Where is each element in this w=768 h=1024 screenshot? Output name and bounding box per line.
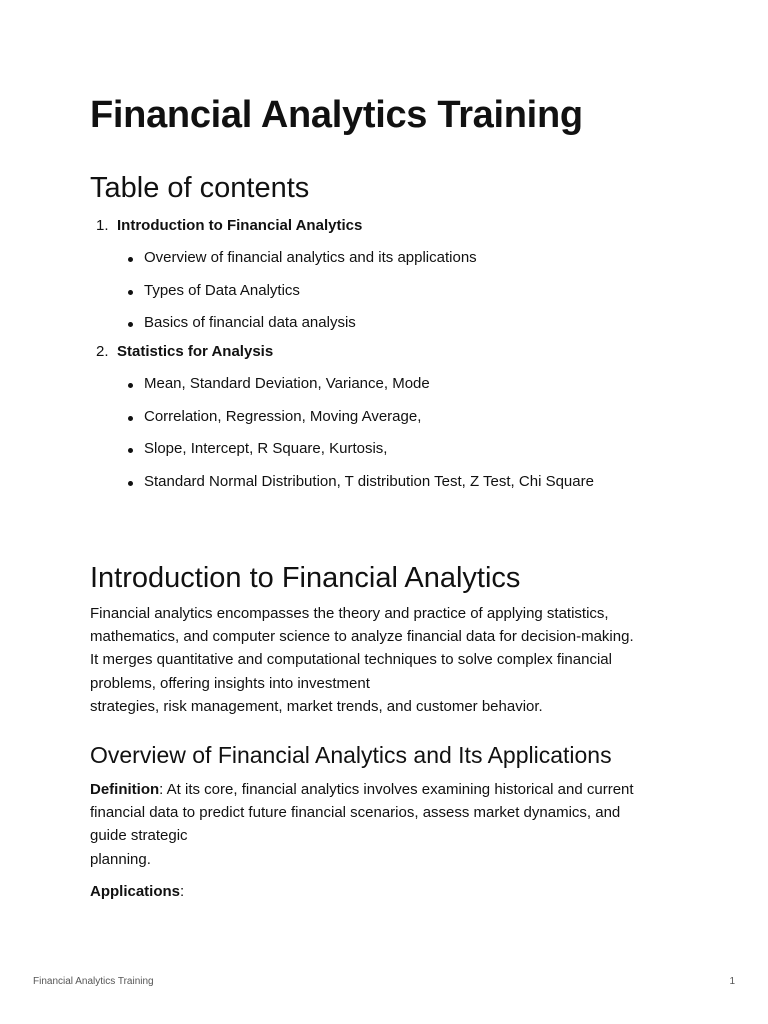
definition-colon: : [159, 781, 164, 798]
paragraph-line: problems, offering insights into investment [90, 674, 370, 692]
toc-item [90, 464, 690, 497]
toc-item-label: Standard Normal Distribution, T distribution Test, Z Test, Chi Square [144, 473, 594, 491]
toc-section-label: Statistics for Analysis [117, 343, 274, 361]
section-heading-introduction: Introduction to Financial Analytics [90, 562, 521, 594]
applications-paragraph [90, 880, 690, 903]
paragraph-line: It merges quantitative and computational techniques to solve complex financial [90, 651, 612, 669]
paragraph-line [90, 880, 690, 903]
toc-item-label: Correlation, Regression, Moving Average, [144, 407, 422, 425]
bullet-icon [128, 481, 133, 486]
footer-title: Financial Analytics Training [33, 976, 154, 987]
bullet-icon [128, 448, 133, 453]
toc-item-label: Types of Data Analytics [144, 281, 300, 299]
paragraph-line [90, 778, 690, 801]
toc-item [90, 273, 690, 306]
toc-section-1 [90, 212, 690, 338]
paragraph-line: mathematics, and computer science to analyze financial data for decision-making. [90, 628, 634, 646]
paragraph-line: Financial analytics encompasses the theory and practice of applying statistics, [90, 605, 609, 622]
page-number: 1 [729, 976, 735, 987]
toc-section-number: 2. [96, 343, 109, 361]
definition-paragraph [90, 778, 690, 871]
toc-section-label: Introduction to Financial Analytics [117, 217, 363, 234]
toc-item-label: Mean, Standard Deviation, Variance, Mode [144, 375, 430, 393]
paragraph-line: strategies, risk management, market trends, and customer behavior. [90, 697, 543, 715]
bullet-icon [128, 257, 133, 262]
applications-colon: : [180, 883, 185, 900]
bullet-icon [128, 290, 133, 295]
applications-label: Applications [90, 883, 181, 900]
toc-item-label: Slope, Intercept, R Square, Kurtosis, [144, 440, 388, 458]
paragraph-line: guide strategic [90, 827, 188, 845]
toc-section-2 [90, 338, 690, 497]
toc-item-label: Overview of financial analytics and its applications [144, 249, 477, 266]
document-title: Financial Analytics Training [90, 94, 583, 136]
definition-text: At its core, financial analytics involves examining historical and current [163, 781, 634, 798]
toc-item [90, 305, 690, 338]
definition-label: Definition [90, 781, 160, 798]
toc-item [90, 399, 690, 432]
bullet-icon [128, 416, 133, 421]
toc-item [90, 366, 690, 399]
section-heading-overview: Overview of Financial Analytics and Its Applications [90, 742, 612, 768]
toc-item-label: Basics of financial data analysis [144, 314, 356, 332]
toc-section-number: 1. [96, 217, 109, 234]
table-of-contents [90, 212, 690, 497]
toc-heading: Table of contents [90, 172, 310, 204]
toc-item [90, 240, 690, 273]
intro-paragraph [90, 602, 690, 718]
bullet-icon [128, 383, 133, 388]
toc-item [90, 431, 690, 464]
paragraph-line: planning. [90, 850, 151, 868]
paragraph-line: financial data to predict future financial scenarios, assess market dynamics, and [90, 804, 621, 822]
bullet-icon [128, 322, 133, 327]
